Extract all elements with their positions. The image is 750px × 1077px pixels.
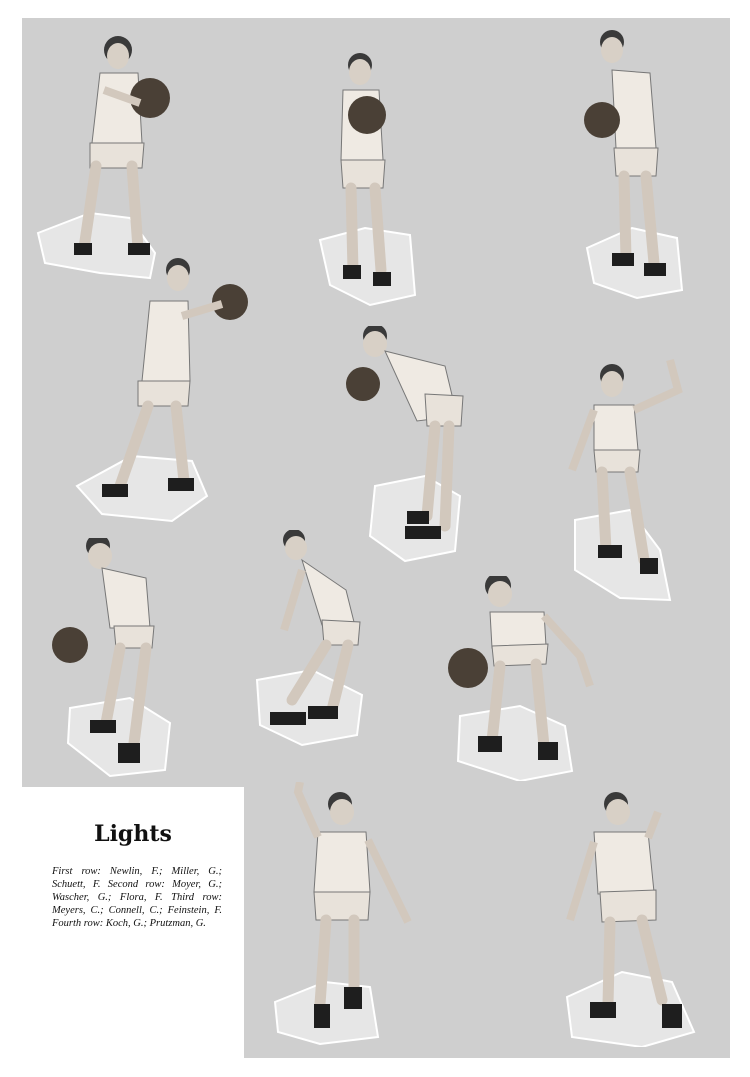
caption-title: Lights [94,821,172,847]
player-cutout-flora [560,350,690,605]
player-cutout-koch [270,782,420,1047]
player-cutout-prutzman [562,792,704,1047]
player-cutout-wascher [345,326,470,564]
player-cutout-feinstein [440,576,598,781]
player-cutout-miller [315,50,425,310]
player-cutout-schuett [582,28,692,300]
player-cutout-newlin [30,28,170,283]
player-cutout-connell [252,530,367,748]
caption-text: First row: Newlin, F.; Miller, G.; Schuett, F. Second row: Moyer, G.; Wascher, G.; Flora, F. Third row: Meyers, C.; Connell, C.; Feinstein, F. Fourth row: Koch, G.; Prutzman, G. [52,866,222,929]
player-cutout-meyers [50,538,185,778]
player-cutout-moyer [72,256,252,526]
caption-box [22,787,244,1059]
